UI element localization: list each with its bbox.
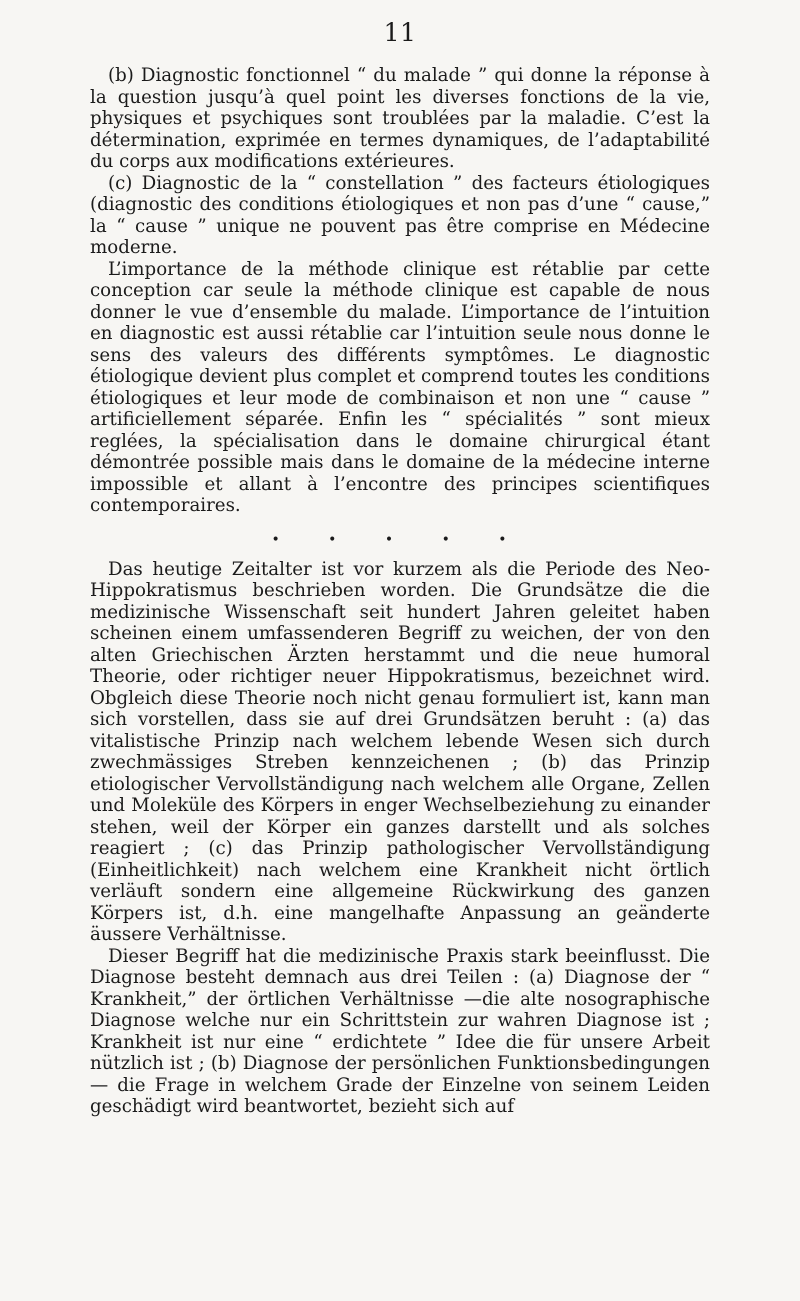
page-number: 11 — [383, 18, 417, 47]
paragraph-importance-methode-clinique: L’importance de la méthode clinique est rétablie par cette conception car seule la méthode clinique est capable de nous donner le vue d’ensemble du malade. L’importance de l’intuition en diagnostic est aussi rétablie car l’intuition seule nous donne le sens des valeurs des différents symptômes. Le diagnostic étiologique devient plus complet et comprend toutes les conditions étiologiques et leur mode de combinaison et non une “ cause ” artificiellement séparée. Enfin les “ spécialités ” sont mieux reglées, la spécialisation dans le domaine chirurgical étant démontrée possible mais dans le domaine de la médecine interne impossible et allant à l’encontre des principes scientifiques contemporaires. — [90, 258, 710, 516]
section-separator: • • • • • — [271, 531, 529, 548]
paragraph-neo-hippokratismus: Das heutige Zeitalter ist vor kurzem als die Periode des Neo-Hippokratismus beschrieben worden. Die Grundsätze die die medizinische Wissenschaft seit hundert Jahren geleitet haben scheinen einem umfassenderen Begriff zu weichen, der von den alten Griechischen Ärzten herstammt und die neue humoral Theorie, oder richtiger neuer Hippokratismus, bezeichnet wird. Obgleich diese Theorie noch nicht genau formuliert ist, kann man sich vorstellen, dass sie auf drei Grundsätzen beruht : (a) das vitalistische Prinzip nach welchem lebende Wesen sich durch zwechmässiges Streben kennzeichenen ; (b) das Prinzip etiologischer Vervollständigung nach welchem alle Organe, Zellen und Moleküle des Körpers in enger Wechselbeziehung zu einander stehen, weil der Körper ein ganzes darstellt und als solches reagiert ; (c) das Prinzip pathologischer Vervollständigung (Einheitlichkeit) nach welchem eine Krankheit nicht örtlich verläuft sondern eine allgemeine Rückwirkung des ganzen Körpers ist, d.h. eine mangelhafte Anpassung an geänderte äussere Verhältnisse. — [90, 558, 710, 945]
paragraph-diagnose-drei-teile: Dieser Begriff hat die medizinische Praxis stark beeinflusst. Die Diagnose besteht demnach aus drei Teilen : (a) Diagnose der “ Krankheit,” der örtlichen Verhältnisse —die alte nosographische Diagnose welche nur ein Schrittstein zur wahren Diagnose ist ; Krankheit ist nur eine “ erdichtete ” Idee die für unsere Arbeit nützlich ist ; (b) Diagnose der persönlichen Funktionsbedingungen— die Frage in welchem Grade der Einzelne von seinem Leiden geschädigt wird beantwortet, bezieht sich auf — [90, 945, 710, 1117]
body-text — [90, 65, 710, 1118]
paragraph-diagnostic-constellation: (c) Diagnostic de la “ constellation ” des facteurs étiologiques (diagnostic des conditions étiologiques et non pas d’une “ cause,” la “ cause ” unique ne pouvent pas être comprise en Médecine moderne. — [90, 172, 710, 258]
paragraph-diagnostic-fonctionnel: (b) Diagnostic fonctionnel “ du malade ” qui donne la réponse à la question jusqu’à quel point les diverses fonctions de la vie, physiques et psychiques sont troublées par la maladie. C’est la détermination, exprimée en termes dynamiques, de l’adaptabilité du corps aux modifications extérieures. — [90, 65, 710, 172]
